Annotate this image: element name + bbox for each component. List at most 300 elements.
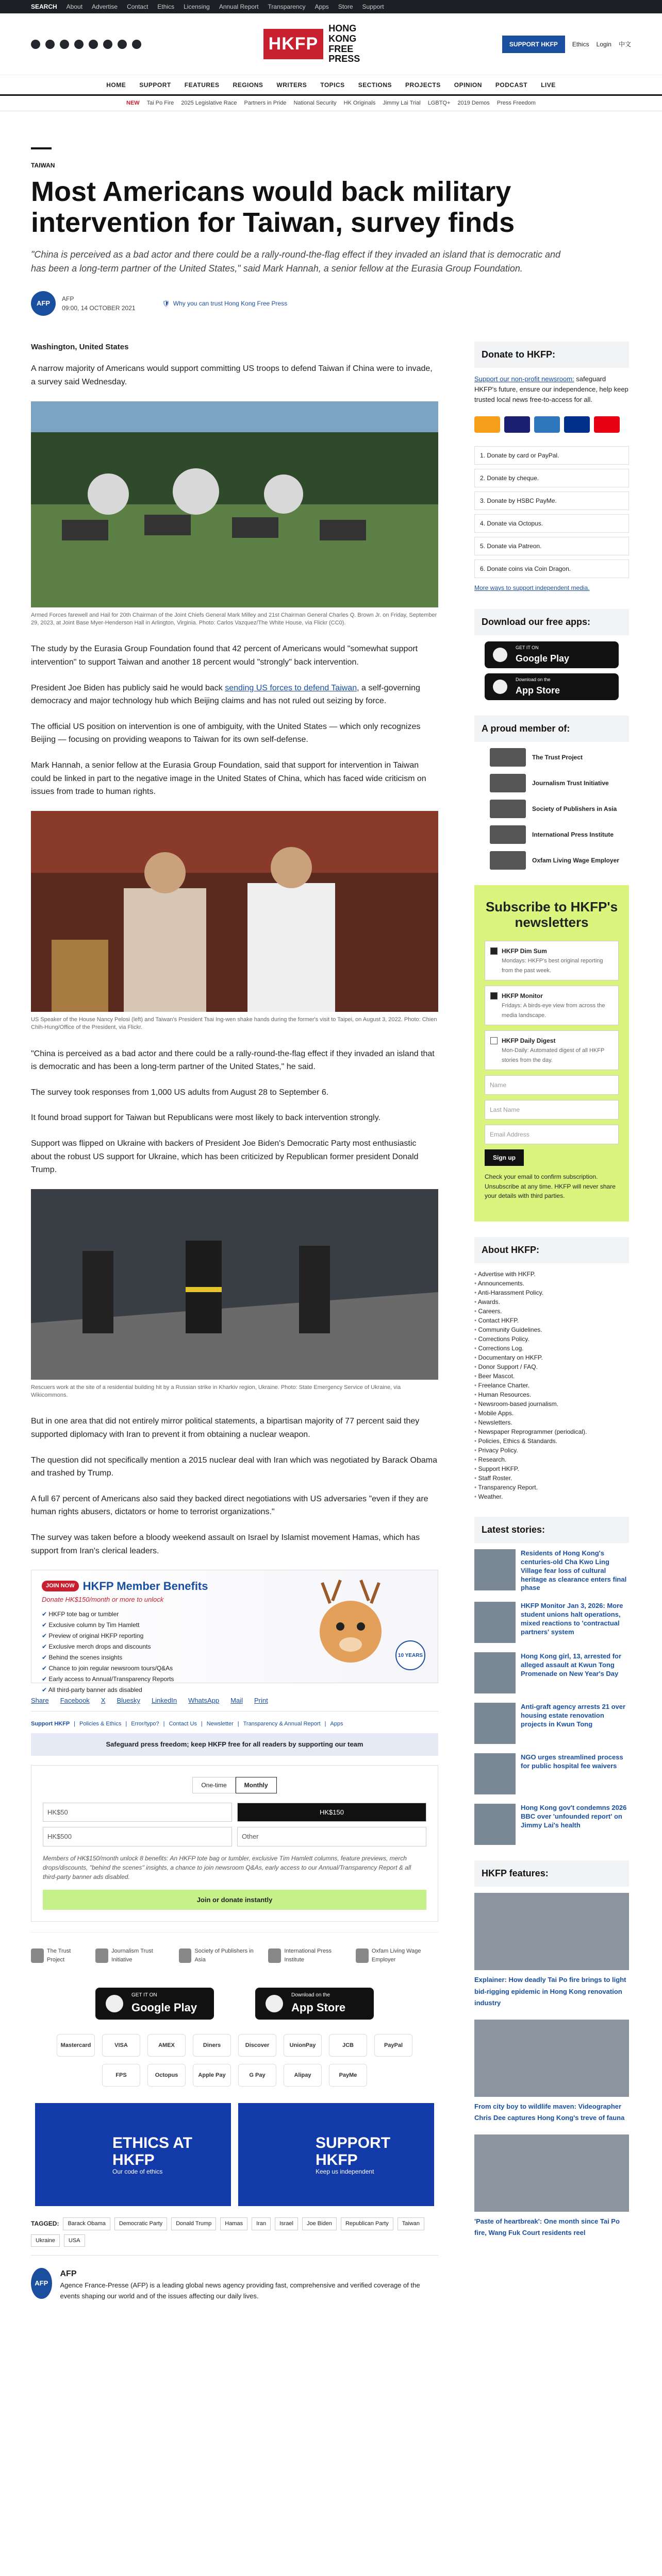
amount-option-selected[interactable]: HK$150 — [237, 1803, 426, 1822]
latest-story[interactable] — [474, 1602, 629, 1643]
jcb-icon: JCB — [329, 2034, 367, 2057]
first-name-input[interactable]: Name — [485, 1075, 619, 1095]
join-now-badge[interactable]: JOIN NOW — [42, 1581, 79, 1591]
about-link[interactable]: • Careers. — [474, 1307, 629, 1316]
latest-story[interactable] — [474, 1549, 629, 1592]
badge-sopa[interactable] — [179, 1947, 258, 1964]
tag[interactable]: Barack Obama — [63, 2217, 110, 2230]
youtube-icon[interactable] — [74, 40, 84, 49]
article-lead: "China is perceived as a bad actor and there could be a rally-round-the-flag effect if they invaded an island that is democratic and has been a long-term partner of the United States," said Mark Hannah, a senior fellow at the Eurasia Group Foundation. — [31, 249, 560, 274]
about-link[interactable]: • Mobile Apps. — [474, 1409, 629, 1418]
topbar-link[interactable]: About — [66, 3, 83, 10]
badge-trust-project[interactable] — [31, 1947, 85, 1964]
support-hkfp-button[interactable]: SUPPORT HKFP — [502, 36, 565, 53]
donate-option[interactable]: 6. Donate coins via Coin Dragon. — [474, 560, 629, 578]
widget-title: A proud member of: — [474, 716, 629, 742]
donate-options — [474, 446, 629, 578]
ethics-promo[interactable] — [35, 2103, 231, 2206]
store-small: Download on the — [516, 677, 551, 683]
nav-live[interactable]: LIVE — [541, 81, 556, 89]
newsletter-option[interactable] — [485, 986, 619, 1025]
unionpay-icon: UnionPay — [284, 2034, 322, 2057]
paragraph: But in one area that did not entirely mirror political statements, a bipartisan majority of 77 percent said they supported diplomacy with Iran to prevent it from obtaining a nuclear weapon. — [31, 1417, 420, 1439]
member-trust-project[interactable] — [474, 748, 629, 767]
app-store-button[interactable] — [485, 673, 619, 700]
publish-date: 09:00, 14 OCTOBER 2021 — [62, 304, 136, 312]
tag[interactable]: Israel — [275, 2217, 298, 2230]
paragraph: The question did not specifically mention a 2015 nuclear deal with Iran which was negotiated by Barack Obama and trashed by Trump. — [31, 1455, 438, 1478]
apps-widget — [474, 609, 629, 700]
photo-ukraine-rescue — [31, 1189, 438, 1380]
share-mail[interactable]: Mail — [230, 1697, 243, 1705]
amount-option[interactable]: HK$500 — [43, 1827, 232, 1846]
one-time-option[interactable]: One-time — [192, 1777, 235, 1793]
tag[interactable]: Donald Trump — [171, 2217, 216, 2230]
list-item: ✔ Preview of original HKFP reporting — [42, 1631, 263, 1641]
app-store-buttons — [31, 1988, 438, 2020]
support-link[interactable]: Contact Us — [169, 1720, 197, 1727]
benefits-list — [42, 1609, 263, 1696]
story-thumbnail — [474, 1602, 516, 1643]
topbar-link[interactable]: Apps — [315, 3, 329, 10]
tag[interactable]: Iran — [252, 2217, 271, 2230]
about-link[interactable]: • Freelance Charter. — [474, 1381, 629, 1390]
google-pay-icon: G Pay — [238, 2064, 276, 2087]
badge-ipi[interactable] — [268, 1947, 345, 1964]
nav-sections[interactable]: SECTIONS — [358, 81, 392, 89]
list-item: ✔ All third-party banner ads disabled — [42, 1685, 263, 1696]
site-logo[interactable] — [263, 24, 380, 64]
trending-link[interactable]: LGBTQ+ — [427, 100, 451, 107]
checkbox[interactable] — [490, 947, 498, 955]
topbar-link[interactable]: Annual Report — [219, 3, 259, 10]
about-link[interactable]: • Advertise with HKFP. — [474, 1269, 629, 1279]
sopa-icon — [179, 1948, 192, 1963]
author-name[interactable]: AFP — [60, 2269, 77, 2279]
feature-image — [474, 1893, 629, 1970]
store-name: App Store — [291, 2001, 346, 2014]
member-label: Oxfam Living Wage Employer — [532, 857, 619, 865]
benefits-title: HKFP Member Benefits — [82, 1580, 208, 1593]
tag[interactable]: Democratic Party — [114, 2217, 167, 2230]
inline-link[interactable]: sending US forces to defend Taiwan — [225, 683, 357, 692]
donate-intro — [474, 374, 629, 405]
paragraph: Mark Hannah, a senior fellow at the Eurasia Group Foundation, said that support for intervention in Taiwan could be linked in part to the negative image in the United States of China, which has faced wide criticism on issues from trade to human rights. — [31, 760, 426, 796]
nav-features[interactable]: FEATURES — [184, 81, 220, 89]
paragraph: The official US position on intervention is one of ambiguity, with the United States — which only recognizes Beijing — focusing on providing weapons to Taiwan for its own self-defense. — [31, 722, 421, 744]
language-link[interactable]: 中文 — [618, 40, 631, 48]
share-bar — [31, 1696, 438, 1711]
newsletter-desc: Fridays: A birds-eye view from across the media landscape. — [502, 1003, 605, 1019]
email-input[interactable]: Email Address — [485, 1125, 619, 1144]
alipay-icon: Alipay — [284, 2064, 322, 2087]
donate-option[interactable]: 2. Donate by cheque. — [474, 469, 629, 487]
nav-regions[interactable]: REGIONS — [233, 81, 263, 89]
about-link[interactable]: • Weather. — [474, 1492, 629, 1501]
ipi-icon — [268, 1948, 281, 1963]
features-widget — [474, 1860, 629, 2239]
topbar-link[interactable]: Transparency — [268, 3, 306, 10]
google-play-button[interactable] — [95, 1988, 214, 2020]
sopa-icon — [490, 800, 526, 818]
join-donate-button[interactable]: Join or donate instantly — [43, 1890, 426, 1910]
shield-icon: 🛡 — [162, 299, 170, 307]
member-label: The Trust Project — [532, 754, 583, 761]
frequency-toggle — [43, 1777, 426, 1793]
story-title[interactable]: Anti-graft agency arrests 21 over housing estate renovation projects in Kwun Tong — [521, 1703, 626, 1728]
nav-writers[interactable]: WRITERS — [276, 81, 307, 89]
header-actions — [502, 36, 631, 53]
about-link[interactable]: • Transparency Report. — [474, 1483, 629, 1492]
story-title[interactable]: Hong Kong gov't condemns 2026 BBC over 'unfounded report' on Jimmy Lai's health — [521, 1804, 627, 1829]
google-play-icon — [106, 1995, 123, 2012]
latest-story[interactable] — [474, 1753, 629, 1794]
feature-image — [474, 2020, 629, 2097]
monthly-option[interactable]: Monthly — [236, 1777, 277, 1793]
story-title[interactable]: HKFP Monitor Jan 3, 2026: More student unions halt operations, mixed reactions to 'contractual partners' system — [521, 1602, 623, 1636]
about-link[interactable]: • Documentary on HKFP. — [474, 1353, 629, 1362]
list-item: ✔ Early access to Annual/Transparency Reports — [42, 1674, 263, 1685]
latest-story[interactable] — [474, 1703, 629, 1744]
byline — [31, 291, 577, 316]
support-link[interactable]: Apps — [330, 1720, 343, 1727]
share-print[interactable]: Print — [254, 1697, 268, 1705]
about-link[interactable]: • Corrections Policy. — [474, 1334, 629, 1344]
story-thumbnail — [474, 1753, 516, 1794]
last-name-input[interactable]: Last Name — [485, 1100, 619, 1120]
trending-link[interactable]: Press Freedom — [496, 100, 536, 107]
tag[interactable]: Taiwan — [398, 2217, 424, 2230]
google-play-button[interactable] — [485, 641, 619, 668]
tags-label: TAGGED: — [31, 2220, 59, 2228]
about-widget — [474, 1237, 629, 1501]
x-icon[interactable] — [45, 40, 55, 49]
google-play-icon — [493, 648, 507, 662]
facebook-icon[interactable] — [31, 40, 40, 49]
paragraph-text: , a self-governing democracy and major technology hub which Beijing claims and has not ruled out seizing by force. — [31, 683, 420, 706]
category-label[interactable]: TAIWAN — [31, 162, 55, 169]
visa-icon: VISA — [102, 2034, 140, 2057]
widget-title: Latest stories: — [474, 1517, 629, 1543]
paypal-icon: PayPal — [374, 2034, 412, 2057]
member-label: International Press Institute — [532, 831, 614, 839]
logo-mark: HKFP — [263, 29, 324, 59]
dateline: Washington, United States — [31, 342, 129, 351]
about-link[interactable]: • Staff Roster. — [474, 1473, 629, 1483]
promo-sub: Our code of ethics — [112, 2167, 163, 2175]
list-item: ✔ HKFP tote bag or tumbler — [42, 1609, 263, 1620]
topbar-link[interactable]: Contact — [127, 3, 148, 10]
about-link[interactable]: • Support HKFP. — [474, 1464, 629, 1473]
benefits-subtitle: Donate HK$150/month or more to unlock — [42, 1596, 164, 1604]
oxfam-icon — [356, 1948, 369, 1963]
apple-icon — [266, 1995, 283, 2012]
octopus-icon: Octopus — [147, 2064, 186, 2087]
author-bio: Agence France-Presse (AFP) is a leading global news agency providing fast, comprehensive and verified coverage of the events shaping our world and of the issues affecting our daily lives. — [60, 2281, 420, 2300]
app-store-button[interactable] — [255, 1988, 374, 2020]
story-thumbnail — [474, 1652, 516, 1693]
donate-option[interactable]: 5. Donate via Patreon. — [474, 537, 629, 555]
about-link[interactable]: • Contact HKFP. — [474, 1316, 629, 1325]
about-link[interactable]: • Anti-Harassment Policy. — [474, 1288, 629, 1297]
donate-option[interactable]: 1. Donate by card or PayPal. — [474, 446, 629, 465]
topbar-link[interactable]: Licensing — [184, 3, 210, 10]
nav-projects[interactable]: PROJECTS — [405, 81, 441, 89]
share-label[interactable]: Share — [31, 1697, 49, 1705]
support-link[interactable]: Transparency & Annual Report — [243, 1720, 321, 1727]
promo-banners — [31, 2103, 438, 2206]
share-facebook[interactable]: Facebook — [60, 1697, 90, 1705]
feature-title[interactable]: From city boy to wildlife maven: Videographer Chris Dee captures Hong Kong's treve of fauna — [474, 2102, 625, 2122]
newsletter-option[interactable] — [485, 1030, 619, 1070]
trending-nav — [0, 96, 662, 111]
nav-podcast[interactable]: PODCAST — [495, 81, 528, 89]
checkbox[interactable] — [490, 992, 498, 999]
new-label: NEW — [126, 100, 140, 107]
trending-link[interactable]: Partners in Pride — [244, 100, 287, 107]
linkedin-icon[interactable] — [89, 40, 98, 49]
about-link[interactable]: • Community Guidelines. — [474, 1325, 629, 1334]
trending-link[interactable]: Tai Po Fire — [146, 100, 174, 107]
latest-story[interactable] — [474, 1804, 629, 1845]
about-link[interactable]: • Beer Mascot. — [474, 1371, 629, 1381]
about-link[interactable]: • Newspaper Reprogrammer (periodical). — [474, 1427, 629, 1436]
share-x[interactable]: X — [101, 1697, 106, 1705]
payment-methods — [31, 2029, 438, 2092]
about-link[interactable]: • Newsroom-based journalism. — [474, 1399, 629, 1409]
nav-topics[interactable]: TOPICS — [320, 81, 345, 89]
latest-story[interactable] — [474, 1652, 629, 1693]
fps-icon: FPS — [102, 2064, 140, 2087]
story-title[interactable]: Residents of Hong Kong's centuries-old Cha Kwo Ling Village fear loss of cultural heritage as clearance enters final phase — [521, 1549, 627, 1592]
tag[interactable]: USA — [64, 2234, 85, 2247]
author-avatar[interactable]: AFP — [31, 2268, 52, 2299]
newsletter-desc: Mondays: HKFP's best original reporting from the past week. — [502, 958, 603, 974]
trust-link-text: Why you can trust Hong Kong Free Press — [173, 299, 288, 307]
top-utility-bar — [0, 0, 662, 13]
jti-icon — [490, 774, 526, 792]
amount-other-input[interactable]: Other — [237, 1827, 426, 1846]
main-nav — [0, 75, 662, 96]
sign-up-button[interactable]: Sign up — [485, 1149, 524, 1166]
trending-link[interactable]: National Security — [293, 100, 337, 107]
badge-label: The Trust Project — [46, 1948, 71, 1963]
feature-story[interactable] — [474, 1893, 629, 2009]
photo-caption: Rescuers work at the site of a residential building hit by a Russian strike in Kharkiv region, Ukraine. Photo: State Emergency Service of Ukraine, via Wikicommons. — [31, 1384, 401, 1399]
store-name: Google Play — [131, 2001, 197, 2014]
promo-title: SUPPORT HKFP — [316, 2134, 391, 2168]
apple-pay-icon: Apple Pay — [193, 2064, 231, 2087]
badge-oxfam[interactable] — [356, 1947, 438, 1964]
paragraph: It found broad support for Taiwan but Republicans were most likely to back intervention strongly. — [31, 1113, 380, 1123]
about-link[interactable]: • Newsletters. — [474, 1418, 629, 1427]
list-item: ✔ Chance to join regular newsroom tours/Q&As — [42, 1663, 263, 1674]
diners-icon: Diners — [193, 2034, 231, 2057]
support-link[interactable]: Support HKFP — [31, 1720, 70, 1727]
mastercard-icon: Mastercard — [57, 2034, 95, 2057]
badge-label: Society of Publishers in Asia — [194, 1948, 254, 1963]
paragraph: The study by the Eurasia Group Foundation found that 42 percent of Americans would "somewhat support intervention" to support Taiwan and another 18 percent would "strongly" back intervention. — [31, 645, 418, 667]
list-item: ✔ Behind the scenes insights — [42, 1652, 263, 1663]
support-links: Support HKFP | Policies & Ethics | Error/typo? | Contact Us | Newsletter | Transparency & Annual Report | Apps — [31, 1720, 438, 1728]
store-name: Google Play — [516, 653, 570, 664]
paragraph — [31, 682, 438, 708]
photo-pelosi-tsai — [31, 811, 438, 1012]
article-header — [0, 111, 608, 316]
nav-opinion[interactable]: OPINION — [454, 81, 482, 89]
discover-icon: Discover — [238, 2034, 276, 2057]
trending-link[interactable]: 2019 Demos — [457, 100, 490, 107]
story-thumbnail — [474, 1804, 516, 1845]
photo-ceremony — [31, 401, 438, 607]
about-link[interactable]: • Privacy Policy. — [474, 1446, 629, 1455]
support-link[interactable]: Policies & Ethics — [79, 1720, 122, 1727]
checkbox[interactable] — [490, 1037, 498, 1044]
store-small: GET IT ON — [516, 645, 539, 651]
safeguard-banner[interactable]: Safeguard press freedom; keep HKFP free for all readers by supporting our team — [31, 1733, 438, 1756]
donate-cards-image — [474, 411, 629, 442]
newsletter-desc: Mon-Daily: Automated digest of all HKFP stories from the day. — [502, 1047, 605, 1063]
newsletter-title: Subscribe to HKFP's newsletters — [485, 899, 618, 930]
promo-sub: Keep us independent — [316, 2167, 374, 2175]
photo-caption: US Speaker of the House Nancy Pelosi (left) and Taiwan's President Tsai Ing-wen shake hands during the former's visit to Taipei, on August 3, 2022. Photo: Chien Chih-Hung/Office of the President, via Flickr. — [31, 1016, 437, 1031]
topbar-link[interactable]: Ethics — [157, 3, 175, 10]
author-avatar[interactable]: AFP — [31, 291, 56, 316]
paragraph: Support was flipped on Ukraine with backers of President Joe Biden's Democratic Party most enthusiastic about the robust US support for Ukraine, which has been criticized by Republican former president Donald Trump. — [31, 1139, 419, 1175]
feature-title[interactable]: 'Paste of heartbreak': One month since Tai Po fire, Wang Fuk Court residents reel — [474, 2217, 620, 2237]
search-link[interactable]: SEARCH — [31, 3, 57, 10]
badge-jti[interactable] — [95, 1947, 168, 1964]
promo-title: ETHICS AT HKFP — [112, 2134, 192, 2168]
article-body — [31, 342, 438, 2314]
badge-label: Oxfam Living Wage Employer — [371, 1948, 421, 1963]
donate-widget — [474, 342, 629, 594]
newsletter-name: HKFP Daily Digest — [502, 1037, 556, 1045]
ethics-link[interactable]: Ethics — [572, 40, 589, 48]
member-oxfam[interactable] — [474, 851, 629, 870]
logo-text: HONG KONG FREE PRESS — [328, 23, 360, 64]
list-item: ✔ Exclusive merch drops and discounts — [42, 1641, 263, 1652]
topbar-link[interactable]: Store — [338, 3, 353, 10]
member-sopa[interactable] — [474, 800, 629, 818]
rss-icon[interactable] — [132, 40, 141, 49]
newsletter-note: Check your email to confirm subscription. Unsubscribe at any time. HKFP will never share your details with third parties. — [485, 1173, 616, 1200]
story-title[interactable]: NGO urges streamlined process for public hospital fee waivers — [521, 1753, 623, 1770]
list-item: ✔ Exclusive column by Tim Hamlett — [42, 1620, 263, 1631]
topbar-link[interactable]: Support — [362, 3, 384, 10]
amount-option[interactable]: HK$50 — [43, 1803, 232, 1822]
feature-image — [474, 2134, 629, 2212]
article-title: Most Americans would back military intervention for Taiwan, survey finds — [31, 176, 515, 239]
widget-title: Download our free apps: — [474, 609, 629, 635]
member-widget — [474, 716, 629, 870]
store-name: App Store — [516, 685, 560, 696]
tag[interactable]: Joe Biden — [302, 2217, 337, 2230]
donate-text: safeguard HKFP's future, ensure our independence, help keep trusted local news free-to-access for all. — [474, 375, 628, 404]
newsletter-name: HKFP Monitor — [502, 992, 543, 1000]
feature-title[interactable]: Explainer: How deadly Tai Po fire brings to light bid-rigging epidemic in Hong Kong renovation industry — [474, 1976, 626, 2007]
byline-text — [62, 294, 136, 313]
about-link[interactable]: • Corrections Log. — [474, 1344, 629, 1353]
feature-story[interactable] — [474, 2020, 629, 2124]
newsletter-name: HKFP Dim Sum — [502, 947, 547, 955]
nav-home[interactable]: HOME — [106, 81, 126, 89]
about-link[interactable]: • Awards. — [474, 1297, 629, 1307]
article-tags — [31, 2217, 438, 2247]
member-benefits-banner[interactable] — [31, 1570, 438, 1693]
more-ways-link[interactable]: More ways to support independent media. — [474, 584, 590, 591]
donate-link[interactable]: Support our non-profit newsroom: — [474, 375, 574, 383]
about-link[interactable]: • Policies, Ethics & Standards. — [474, 1436, 629, 1446]
paragraph: The survey took responses from 1,000 US adults from August 28 to September 6. — [31, 1088, 329, 1097]
sidebar — [474, 342, 629, 2314]
about-link[interactable]: • Human Resources. — [474, 1390, 629, 1399]
tag[interactable]: Ukraine — [31, 2234, 60, 2247]
instagram-icon[interactable] — [60, 40, 69, 49]
member-label: Journalism Trust Initiative — [532, 779, 609, 787]
paragraph: "China is perceived as a bad actor and there could be a rally-round-the-flag effect if they invaded an island that is democratic and has been a long-term partner of the United States," he said. — [31, 1049, 435, 1072]
member-jti[interactable] — [474, 774, 629, 792]
divider — [31, 147, 52, 149]
paragraph: A full 67 percent of Americans also said they backed direct negotiations with US adversaries "even if they are human rights abusers, dictators or home to terrorist organizations." — [31, 1494, 428, 1517]
member-label: Society of Publishers in Asia — [532, 805, 617, 813]
nav-support[interactable]: SUPPORT — [139, 81, 171, 89]
share-bluesky[interactable]: Bluesky — [117, 1697, 140, 1705]
anniversary-badge: 10 YEARS — [395, 1640, 425, 1670]
share-whatsapp[interactable]: WhatsApp — [188, 1697, 220, 1705]
tag[interactable]: Hamas — [220, 2217, 247, 2230]
donate-option[interactable]: 4. Donate via Octopus. — [474, 514, 629, 533]
donate-option[interactable]: 3. Donate by HSBC PayMe. — [474, 492, 629, 510]
support-promo[interactable] — [238, 2103, 434, 2206]
author-name[interactable]: AFP — [62, 295, 74, 302]
photo-caption: Armed Forces farewell and Hail for 20th Chairman of the Joint Chiefs General Mark Milley and 21st Chairman General Charles Q. Brown Jr. on Friday, September 29, 2023, at Joint Base Myer-Henderson Hall in Arlington, Virginia. Photo: Carlos Vazquez/The White House, via Flickr (CC0). — [31, 612, 437, 626]
widget-title: About HKFP: — [474, 1237, 629, 1263]
feature-story[interactable] — [474, 2134, 629, 2239]
support-link[interactable]: Error/typo? — [131, 1720, 159, 1727]
topbar-link[interactable]: Advertise — [92, 3, 118, 10]
tag[interactable]: Republican Party — [341, 2217, 393, 2230]
story-thumbnail — [474, 1549, 516, 1590]
paragraph: The survey was taken before a bloody weekend assault on Israel by Islamist movement Hamas, which has support from Iran's clerical leaders. — [31, 1533, 420, 1555]
newsletter-option[interactable] — [485, 941, 619, 980]
donation-form — [31, 1765, 438, 1922]
telegram-icon[interactable] — [118, 40, 127, 49]
store-small: Download on the — [291, 1992, 330, 1998]
about-link[interactable]: • Announcements. — [474, 1279, 629, 1288]
jti-icon — [95, 1948, 108, 1963]
story-title[interactable]: Hong Kong girl, 13, arrested for alleged assault at Kwun Tong Promenade on New Year's Day — [521, 1652, 622, 1678]
threads-icon[interactable] — [103, 40, 112, 49]
share-linkedin[interactable]: LinkedIn — [152, 1697, 177, 1705]
about-link[interactable]: • Research. — [474, 1455, 629, 1464]
latest-widget — [474, 1517, 629, 1845]
trending-link[interactable]: 2025 Legislative Race — [181, 100, 237, 107]
amex-icon: AMEX — [147, 2034, 186, 2057]
trending-link[interactable]: HK Originals — [343, 100, 376, 107]
login-link[interactable]: Login — [596, 40, 611, 48]
paragraph-text: President Joe Biden has publicly said he would back — [31, 683, 225, 692]
about-link[interactable]: • Donor Support / FAQ. — [474, 1362, 629, 1371]
paragraph: A narrow majority of Americans would support committing US troops to defend Taiwan if China were to invade, a survey said Wednesday. — [31, 364, 433, 387]
trust-link[interactable] — [162, 299, 288, 308]
support-link[interactable]: Newsletter — [206, 1720, 234, 1727]
member-ipi[interactable] — [474, 825, 629, 844]
trust-project-icon — [31, 1948, 44, 1963]
trending-link[interactable]: Jimmy Lai Trial — [383, 100, 421, 107]
store-small: GET IT ON — [131, 1992, 157, 1998]
widget-title: HKFP features: — [474, 1860, 629, 1887]
